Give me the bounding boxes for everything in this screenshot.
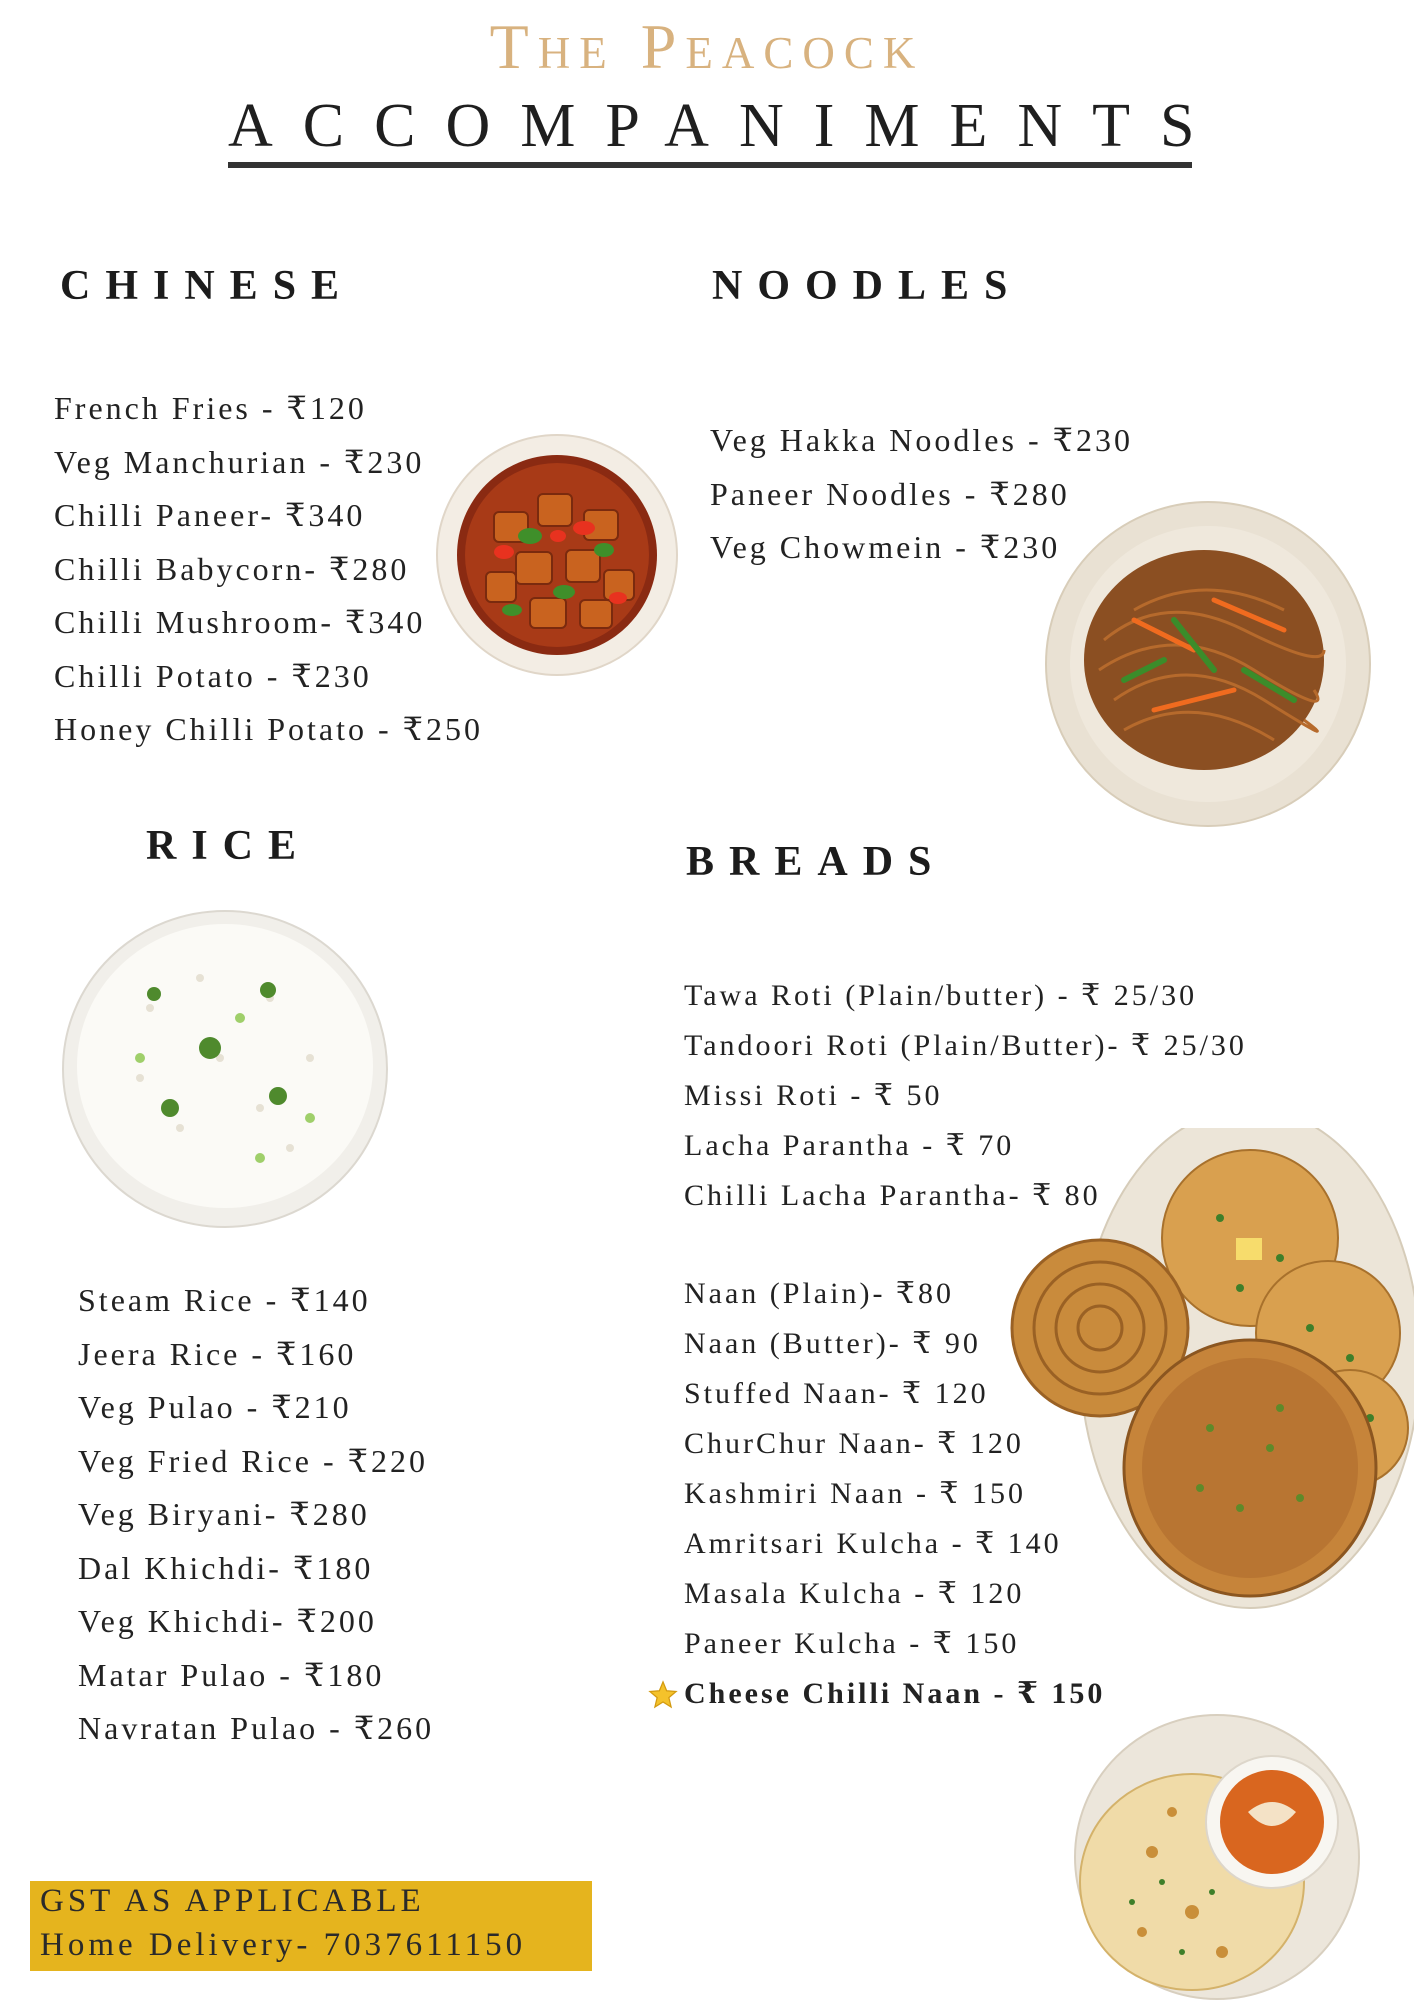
menu-item: French Fries - ₹120 [54,390,367,426]
menu-item: Veg Manchurian - ₹230 [54,443,425,480]
menu-item: Missi Roti - ₹ 50 [684,1079,943,1112]
gst-note: GST AS APPLICABLE [40,1883,425,1919]
menu-item: Stuffed Naan- ₹ 120 [684,1377,989,1410]
naan-with-curry-image [1072,1712,1362,2000]
menu-item: Kashmiri Naan - ₹ 150 [684,1477,1027,1510]
noodles-image [1044,500,1372,828]
menu-item: Navratan Pulao - ₹260 [78,1710,435,1746]
menu-item: Paneer Kulcha - ₹ 150 [684,1627,1020,1660]
menu-item: Chilli Mushroom- ₹340 [54,604,426,640]
menu-item: Veg Chowmein - ₹230 [710,529,1061,565]
menu-item: Chilli Potato - ₹230 [54,657,372,694]
noodles-heading: NOODLES [712,263,1023,309]
brand-name: The Peacock [489,11,925,82]
menu-item: Veg Hakka Noodles - ₹230 [710,422,1133,458]
home-delivery-contact: Home Delivery- 7037611150 [40,1927,527,1963]
menu-item: Jeera Rice - ₹160 [78,1335,357,1372]
menu-item: Steam Rice - ₹140 [78,1282,371,1318]
menu-item: Lacha Parantha - ₹ 70 [684,1129,1015,1162]
menu-item: Tandoori Roti (Plain/Butter)- ₹ 25/30 [684,1029,1247,1062]
menu-item: Honey Chilli Potato - ₹250 [54,711,484,747]
menu-item: Chilli Lacha Parantha- ₹ 80 [684,1179,1101,1212]
menu-item: Dal Khichdi- ₹180 [78,1549,374,1586]
chilli-paneer-image [434,432,680,678]
featured-item-label: Cheese Chilli Naan - ₹ 150 [684,1677,1106,1710]
menu-item: Veg Pulao - ₹210 [78,1389,352,1425]
menu-item: Veg Khichdi- ₹200 [78,1603,377,1639]
featured-menu-item [684,1669,1105,1719]
menu-item: Chilli Paneer- ₹340 [54,497,366,533]
menu-item: Veg Biryani- ₹280 [78,1496,370,1532]
menu-item: Amritsari Kulcha - ₹ 140 [684,1527,1062,1560]
menu-item: Naan (Plain)- ₹80 [684,1277,955,1310]
chinese-heading: CHINESE [60,263,355,309]
page-title: ACCOMPANIMENTS [228,92,1192,168]
footer-banner [30,1881,592,1971]
chinese-menu-list [54,382,483,757]
menu-item: Veg Fried Rice - ₹220 [78,1442,428,1479]
menu-item: Chilli Babycorn- ₹280 [54,550,410,587]
menu-item: Paneer Noodles - ₹280 [710,475,1070,512]
rice-image [60,908,390,1230]
breads-heading: BREADS [686,839,947,885]
star-icon [648,1680,678,1710]
menu-item: ChurChur Naan- ₹ 120 [684,1427,1024,1460]
menu-item: Matar Pulao - ₹180 [78,1656,385,1693]
rice-menu-list [78,1274,434,1756]
menu-item: Tawa Roti (Plain/butter) - ₹ 25/30 [684,979,1198,1012]
breads-menu-list-2 [684,1269,1105,1719]
menu-item: Naan (Butter)- ₹ 90 [684,1327,981,1360]
rice-heading: RICE [146,823,312,869]
menu-item: Masala Kulcha - ₹ 120 [684,1577,1025,1610]
